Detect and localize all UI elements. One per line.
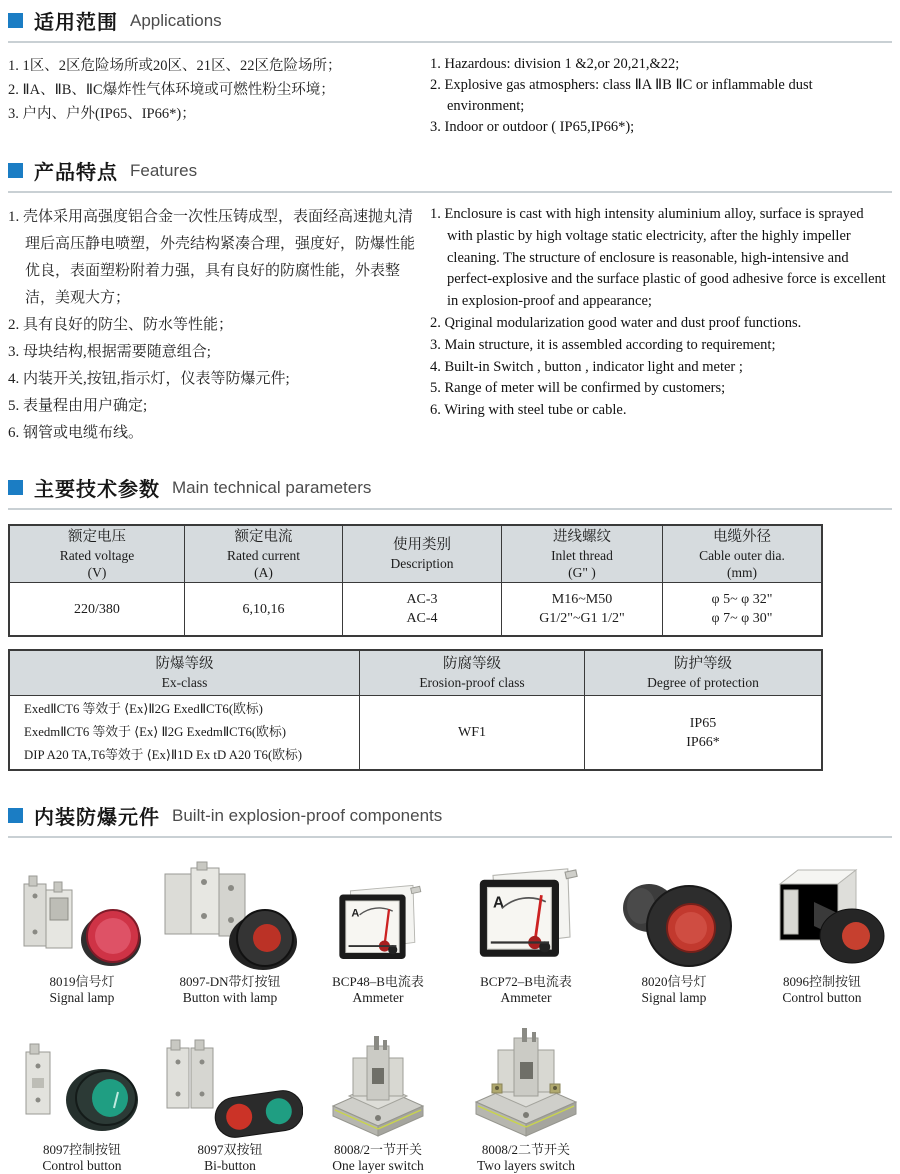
parameters-table-1 [8,524,823,637]
header-cable-dia: 电缆外径 Cable outer dia. (mm) [663,526,821,583]
section-divider [8,836,892,838]
features-list-en [426,204,888,447]
components-section-header [8,801,892,830]
list-item: 6. 钢管或电缆布线。 [8,425,144,441]
features-list-zh [8,204,426,447]
list-item: 1. 壳体采用高强度铝合金一次性压铸成型，表面经高速抛丸清理后高压静电喷塑，外壳结构紧凑合理，强度好，防爆性能优良，表面塑粉附着力强，具有良好的防腐性能，外表整洁，美观大方； [8,209,416,306]
list-item: 2. Qriginal modularization good water and dust proof functions. [430,314,802,331]
button-with-lamp-icon [157,858,303,970]
product-8008-two-layer-switch: 8008/2二节开关 Two layers switch [452,1026,600,1174]
list-item: 1. Hazardous: division 1 &2,or 20,21,&22; [430,56,680,72]
list-item: 1. Enclosure is cast with high intensity aluminium alloy, surface is sprayed with plastic by high voltage static electricity, after the highly impeller cleaning. The structure of enclosure is reasonable, high-intensive and perfect-explosive and the surface plastic of good adhesive force is excellent in explosion-proof and appearance; [430,206,886,310]
ammeter-small-icon [332,858,424,970]
product-8097-control-button: 8097控制按钮 Control button [8,1026,156,1174]
applications-content [8,54,892,138]
value-ex-class: ExedⅡCT6 等效于 ⟨Ex⟩Ⅱ2G ExedⅡCT6(欧标) ExedmⅡCT6 等效于 ⟨Ex⟩ Ⅱ2G ExedmⅡCT6(欧标) DIP A20 TA,T6等效于 ⟨Ex⟩Ⅱ1D Ex tD A20 T6(欧标) [10,696,360,769]
svg-text:A: A [493,894,505,912]
applications-list-en [426,54,888,138]
section-title-zh: 适用范围 [34,12,118,34]
control-button-box-icon [752,858,892,970]
value-erosion-class: WF1 [360,696,585,769]
components-row-1 [8,858,892,1006]
product-8097dn-button-with-lamp: 8097-DN带灯按钮 Button with lamp [156,858,304,1006]
signal-lamp-red-icon [14,858,150,970]
parameters-section-header [8,473,892,502]
product-8008-one-layer-switch: 8008/2一节开关 One layer switch [304,1026,452,1174]
product-8020-signal-lamp: 8020信号灯 Signal lamp [600,858,748,1006]
bi-button-icon [157,1026,303,1138]
header-rated-current: 额定电流 Rated current (A) [185,526,343,583]
table-data-row [10,583,821,635]
blue-square-icon [8,13,23,28]
value-rated-current: 6,10,16 [185,583,343,635]
components-row-2 [8,1026,892,1174]
section-title-zh: 内装防爆元件 [34,807,160,829]
svg-text:A: A [351,907,360,920]
list-item: 3. Main structure, it is assembled according to requirement; [430,336,776,353]
section-title-en: Main technical parameters [172,477,372,497]
header-inlet-thread: 进线螺纹 Inlet thread (G" ) [502,526,663,583]
value-rated-voltage: 220/380 [10,583,185,635]
list-item: 2. Explosive gas atmosphers: class ⅡA ⅡB ⅡC or inflammable dust environment; [430,77,813,114]
section-title-en: Applications [130,10,222,30]
list-item: 3. Indoor or outdoor ( IP65,IP66*); [430,119,635,135]
list-item: 6. Wiring with steel tube or cable. [430,402,627,419]
value-description: AC-3 AC-4 [343,583,502,635]
product-8097-bi-button: 8097双按钮 Bi-button [156,1026,304,1174]
two-layer-switch-icon [462,1026,590,1138]
table-data-row [10,696,821,769]
list-item: 3. 户内、户外(IP65、IP66*)； [8,106,196,122]
parameters-table-2 [8,649,823,771]
green-button-icon [14,1026,150,1138]
blue-square-icon [8,808,23,823]
section-title-zh: 主要技术参数 [34,479,160,501]
header-erosion-class: 防腐等级 Erosion-proof class [360,651,585,696]
signal-lamp-black-icon [611,858,737,970]
table-header-row [10,526,821,583]
section-divider [8,508,892,510]
value-inlet-thread: M16~M50 G1/2"~G1 1/2" [502,583,663,635]
header-rated-voltage: 额定电压 Rated voltage (V) [10,526,185,583]
table-header-row [10,651,821,696]
section-title-en: Features [130,160,198,180]
list-item: 1. 1区、2区危险场所或20区、21区、22区危险场所； [8,58,342,74]
applications-list-zh [8,54,426,138]
section-divider [8,191,892,193]
section-title-zh: 产品特点 [34,162,118,184]
blue-square-icon [8,480,23,495]
list-item: 5. 表量程由用户确定; [8,398,148,414]
product-8019-signal-lamp: 8019信号灯 Signal lamp [8,858,156,1006]
list-item: 2. 具有良好的防尘、防水等性能； [8,317,234,333]
product-8096-control-button: 8096控制按钮 Control button [748,858,896,1006]
list-item: 4. Built-in Switch , button , indicator light and meter ; [430,358,743,375]
value-protection-degree: IP65 IP66* [686,715,720,750]
blue-square-icon [8,163,23,178]
one-layer-switch-icon [319,1026,437,1138]
header-ex-class: 防爆等级 Ex-class [10,651,360,696]
header-description: 使用类别 Description [343,526,502,583]
applications-section-header [8,6,892,35]
list-item: 4. 内装开关,按钮,指示灯，仪表等防爆元件; [8,371,290,387]
list-item: 5. Range of meter will be confirmed by customers; [430,380,726,397]
list-item: 3. 母块结构,根据需要随意组合; [8,344,211,360]
section-title-en: Built-in explosion-proof components [172,805,443,825]
list-item: 2. ⅡA、ⅡB、ⅡC爆炸性气体环境或可燃性粉尘环境； [8,82,335,98]
features-content [8,204,892,447]
product-bcp48-ammeter: A BCP48–B电流表 Ammeter [304,858,452,1006]
value-cable-dia: φ 5~ φ 32" φ 7~ φ 30" [711,592,773,626]
section-divider [8,41,892,43]
ammeter-large-icon [471,858,581,970]
product-bcp72-ammeter: A BCP72–B电流表 Ammeter [452,858,600,1006]
header-protection-degree: 防护等级 Degree of protection [585,651,821,696]
features-section-header [8,156,892,185]
